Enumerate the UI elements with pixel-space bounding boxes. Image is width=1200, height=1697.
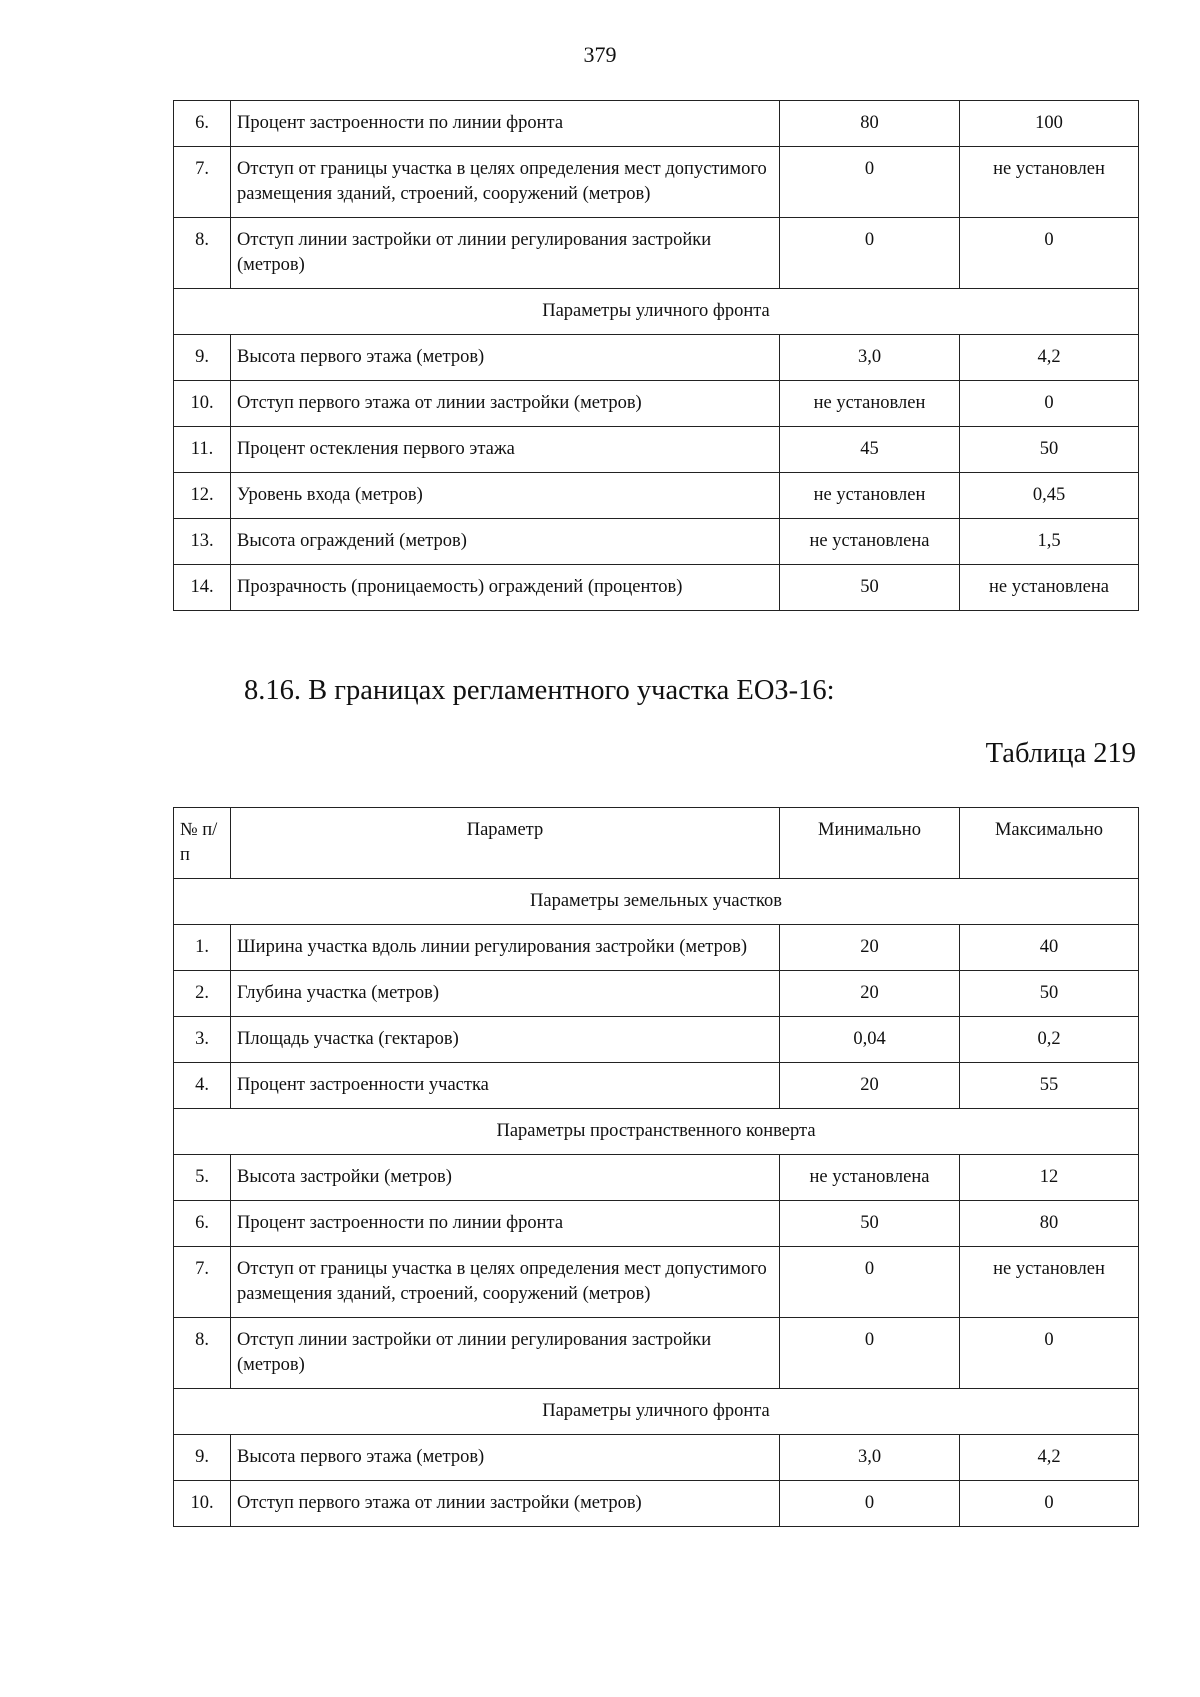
maximum-value: не установлен (960, 147, 1139, 218)
minimum-value: 0 (780, 147, 960, 218)
parameter-name: Ширина участка вдоль линии регулирования застройки (метров) (231, 925, 780, 971)
minimum-value: 20 (780, 971, 960, 1017)
section-row (174, 1109, 1139, 1155)
minimum-value: 0,04 (780, 1017, 960, 1063)
row-number: 8. (174, 1318, 231, 1389)
maximum-value: 1,5 (960, 519, 1139, 565)
row-number: 12. (174, 473, 231, 519)
section-heading: 8.16. В границах регламентного участка ЕОЗ-16: (244, 675, 835, 706)
table-body (174, 101, 1139, 611)
table-row (174, 335, 1139, 381)
header-minimum: Минимально (780, 808, 960, 879)
maximum-value: 100 (960, 101, 1139, 147)
parameter-name: Отступ от границы участка в целях определения мест допустимого размещения зданий, строений, сооружений (метров) (231, 1247, 780, 1318)
parameter-name: Уровень входа (метров) (231, 473, 780, 519)
minimum-value: не установлен (780, 381, 960, 427)
maximum-value: 12 (960, 1155, 1139, 1201)
row-number: 14. (174, 565, 231, 611)
minimum-value: 3,0 (780, 335, 960, 381)
table-row (174, 101, 1139, 147)
minimum-value: 0 (780, 1247, 960, 1318)
parameter-name: Прозрачность (проницаемость) ограждений (процентов) (231, 565, 780, 611)
table-row (174, 1481, 1139, 1527)
table-row (174, 427, 1139, 473)
minimum-value: 0 (780, 218, 960, 289)
minimum-value: 50 (780, 565, 960, 611)
header-parameter: Параметр (231, 808, 780, 879)
table-row (174, 971, 1139, 1017)
parameter-name: Высота застройки (метров) (231, 1155, 780, 1201)
table-row (174, 1063, 1139, 1109)
maximum-value: 0,2 (960, 1017, 1139, 1063)
parameter-name: Процент остекления первого этажа (231, 427, 780, 473)
section-label: Параметры земельных участков (174, 879, 1139, 925)
maximum-value: 55 (960, 1063, 1139, 1109)
header-number: № п/п (174, 808, 231, 879)
table-row (174, 1318, 1139, 1389)
parameter-name: Высота первого этажа (метров) (231, 1435, 780, 1481)
minimum-value: 3,0 (780, 1435, 960, 1481)
parameter-name: Отступ первого этажа от линии застройки (метров) (231, 1481, 780, 1527)
table-body (174, 879, 1139, 1527)
section-label: Параметры уличного фронта (174, 1389, 1139, 1435)
maximum-value: 4,2 (960, 335, 1139, 381)
minimum-value: 80 (780, 101, 960, 147)
parameter-name: Отступ линии застройки от линии регулирования застройки (метров) (231, 218, 780, 289)
table-row (174, 565, 1139, 611)
minimum-value: 0 (780, 1318, 960, 1389)
maximum-value: 50 (960, 427, 1139, 473)
row-number: 1. (174, 925, 231, 971)
parameter-name: Высота ограждений (метров) (231, 519, 780, 565)
table-row (174, 381, 1139, 427)
table-row (174, 1155, 1139, 1201)
table-row (174, 1201, 1139, 1247)
row-number: 6. (174, 101, 231, 147)
table-row (174, 147, 1139, 218)
row-number: 6. (174, 1201, 231, 1247)
parameter-name: Отступ от границы участка в целях определения мест допустимого размещения зданий, строений, сооружений (метров) (231, 147, 780, 218)
minimum-value: 20 (780, 925, 960, 971)
parameters-table-219 (173, 807, 1139, 1527)
parameter-name: Процент застроенности по линии фронта (231, 101, 780, 147)
maximum-value: не установлена (960, 565, 1139, 611)
row-number: 13. (174, 519, 231, 565)
parameter-name: Площадь участка (гектаров) (231, 1017, 780, 1063)
minimum-value: 45 (780, 427, 960, 473)
row-number: 9. (174, 335, 231, 381)
row-number: 4. (174, 1063, 231, 1109)
table-row (174, 1247, 1139, 1318)
parameter-name: Высота первого этажа (метров) (231, 335, 780, 381)
maximum-value: 4,2 (960, 1435, 1139, 1481)
table-caption: Таблица 219 (985, 738, 1136, 769)
parameter-name: Процент застроенности участка (231, 1063, 780, 1109)
row-number: 11. (174, 427, 231, 473)
minimum-value: не установлена (780, 519, 960, 565)
row-number: 9. (174, 1435, 231, 1481)
parameter-name: Глубина участка (метров) (231, 971, 780, 1017)
maximum-value: 0 (960, 381, 1139, 427)
section-row (174, 879, 1139, 925)
maximum-value: 0 (960, 1318, 1139, 1389)
maximum-value: 0 (960, 218, 1139, 289)
section-row (174, 1389, 1139, 1435)
table-row (174, 925, 1139, 971)
parameters-table-continued (173, 100, 1139, 611)
header-maximum: Максимально (960, 808, 1139, 879)
row-number: 7. (174, 1247, 231, 1318)
header-row (174, 808, 1139, 879)
table-header (174, 808, 1139, 879)
table-row (174, 218, 1139, 289)
row-number: 5. (174, 1155, 231, 1201)
parameter-name: Отступ линии застройки от линии регулирования застройки (метров) (231, 1318, 780, 1389)
parameter-name: Процент застроенности по линии фронта (231, 1201, 780, 1247)
row-number: 10. (174, 381, 231, 427)
section-row (174, 289, 1139, 335)
minimum-value: не установлен (780, 473, 960, 519)
table-row (174, 519, 1139, 565)
minimum-value: 20 (780, 1063, 960, 1109)
maximum-value: 50 (960, 971, 1139, 1017)
maximum-value: 0 (960, 1481, 1139, 1527)
row-number: 8. (174, 218, 231, 289)
maximum-value: 80 (960, 1201, 1139, 1247)
row-number: 2. (174, 971, 231, 1017)
table-row (174, 1017, 1139, 1063)
section-label: Параметры уличного фронта (174, 289, 1139, 335)
minimum-value: 0 (780, 1481, 960, 1527)
maximum-value: 40 (960, 925, 1139, 971)
parameter-name: Отступ первого этажа от линии застройки (метров) (231, 381, 780, 427)
minimum-value: 50 (780, 1201, 960, 1247)
section-label: Параметры пространственного конверта (174, 1109, 1139, 1155)
minimum-value: не установлена (780, 1155, 960, 1201)
maximum-value: 0,45 (960, 473, 1139, 519)
row-number: 3. (174, 1017, 231, 1063)
table-row (174, 473, 1139, 519)
maximum-value: не установлен (960, 1247, 1139, 1318)
page-number: 379 (583, 42, 617, 67)
table-row (174, 1435, 1139, 1481)
row-number: 10. (174, 1481, 231, 1527)
row-number: 7. (174, 147, 231, 218)
